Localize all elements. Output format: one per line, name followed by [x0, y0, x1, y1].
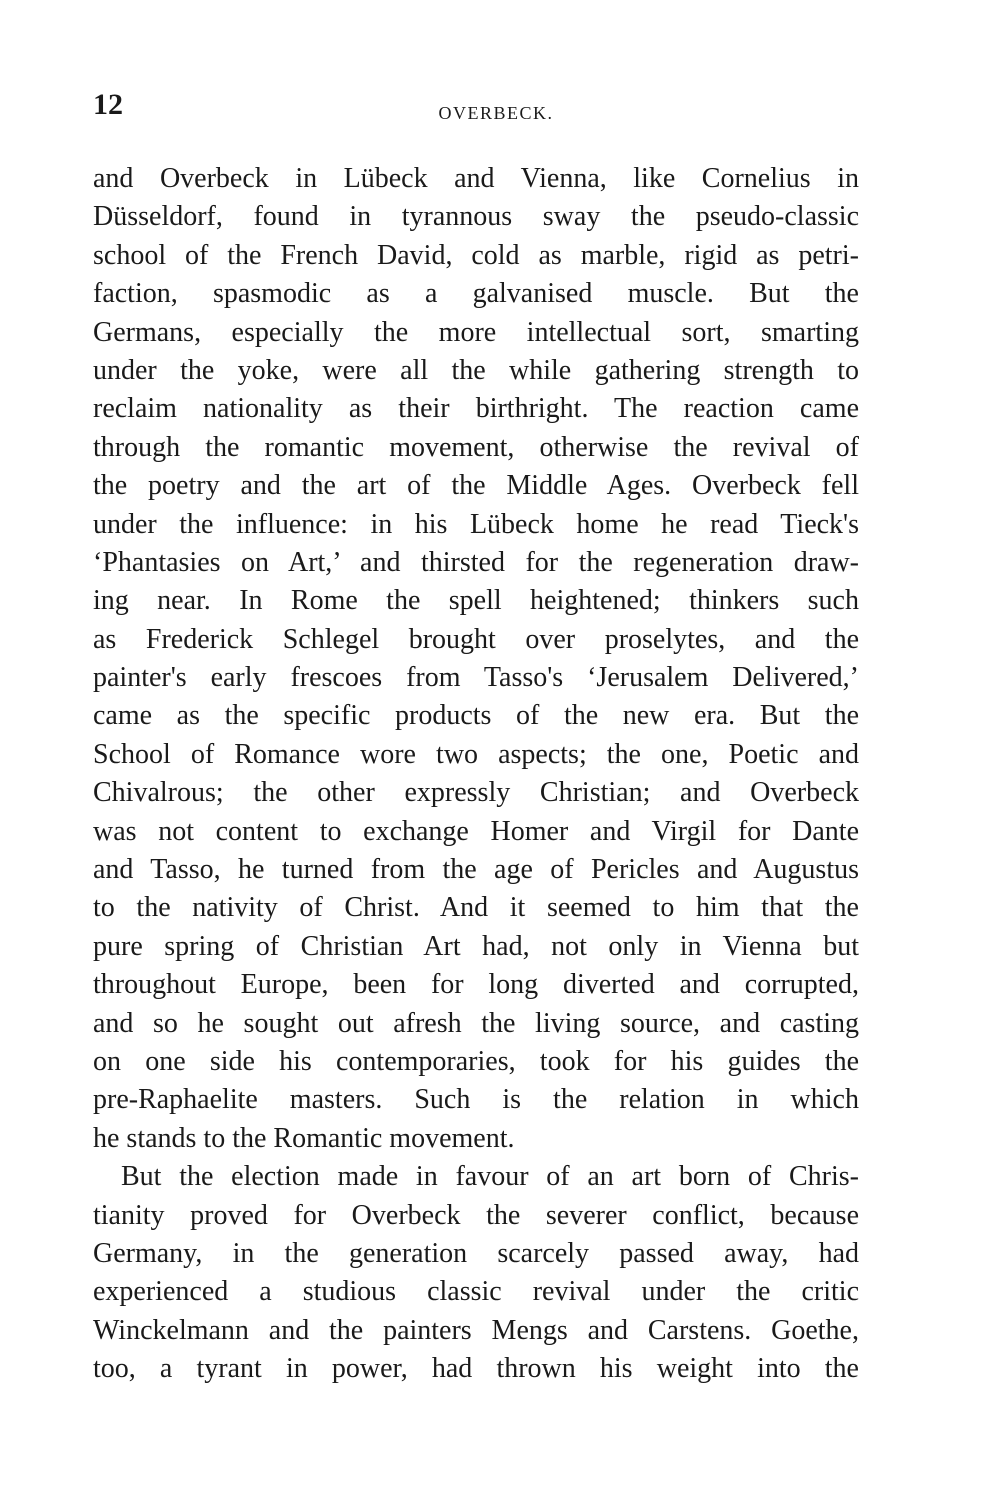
text-line: faction, spasmodic as a galvanised muscle. But the	[93, 278, 859, 310]
text-line: Germany, in the generation scarcely passed away, had	[93, 1237, 859, 1269]
text-line: too, a tyrant in power, had thrown his weight into the	[93, 1353, 859, 1385]
text-line: Winckelmann and the painters Mengs and Carstens. Goethe,	[93, 1314, 859, 1346]
text-line: to the nativity of Christ. And it seemed to him that the	[93, 892, 859, 924]
text-line: and so he sought out afresh the living source, and casting	[93, 1007, 859, 1039]
text-line: under the yoke, were all the while gathering strength to	[93, 354, 859, 386]
text-line: experienced a studious classic revival under the critic	[93, 1276, 859, 1308]
text-line: and Overbeck in Lübeck and Vienna, like Cornelius in	[93, 163, 859, 194]
text-line: pre-Raphaelite masters. Such is the relation in which	[93, 1084, 859, 1116]
text-line: School of Romance wore two aspects; the one, Poetic and	[93, 738, 859, 770]
page-header	[93, 90, 859, 130]
text-line: Germans, especially the more intellectual sort, smarting	[93, 316, 859, 348]
body-text	[93, 160, 859, 1389]
text-line: school of the French David, cold as marble, rigid as petri-	[93, 239, 859, 271]
text-line: was not content to exchange Homer and Virgil for Dante	[93, 815, 859, 847]
text-line: pure spring of Christian Art had, not only in Vienna but	[93, 930, 859, 962]
text-line: tianity proved for Overbeck the severer conflict, because	[93, 1199, 859, 1231]
text-line: Chivalrous; the other expressly Christian; and Overbeck	[93, 777, 859, 809]
text-line: on one side his contemporaries, took for his guides the	[93, 1045, 859, 1077]
text-line: throughout Europe, been for long diverted and corrupted,	[93, 969, 859, 1001]
text-line: reclaim nationality as their birthright. The reaction came	[93, 393, 859, 425]
page-number: 12	[93, 88, 123, 121]
text-line: the poetry and the art of the Middle Ages. Overbeck fell	[93, 470, 859, 502]
text-line: under the influence: in his Lübeck home he read Tieck's	[93, 508, 859, 540]
paragraph-end-line: he stands to the Romantic movement.	[93, 1122, 515, 1154]
text-line: through the romantic movement, otherwise the revival of	[93, 431, 859, 463]
text-line: painter's early frescoes from Tasso's ‘Jerusalem Delivered,’	[93, 662, 859, 694]
text-line: ing near. In Rome the spell heightened; thinkers such	[93, 585, 859, 617]
running-title: OVERBECK.	[438, 103, 554, 123]
paragraph-start-line: But the election made in favour of an art born of Chris-	[121, 1161, 859, 1193]
text-line: Düsseldorf, found in tyrannous sway the pseudo-classic	[93, 201, 859, 233]
text-line: came as the specific products of the new era. But the	[93, 700, 859, 732]
text-line: as Frederick Schlegel brought over proselytes, and the	[93, 623, 859, 655]
text-line: and Tasso, he turned from the age of Pericles and Augustus	[93, 854, 859, 886]
text-line: ‘Phantasies on Art,’ and thirsted for the regeneration draw-	[93, 546, 859, 578]
